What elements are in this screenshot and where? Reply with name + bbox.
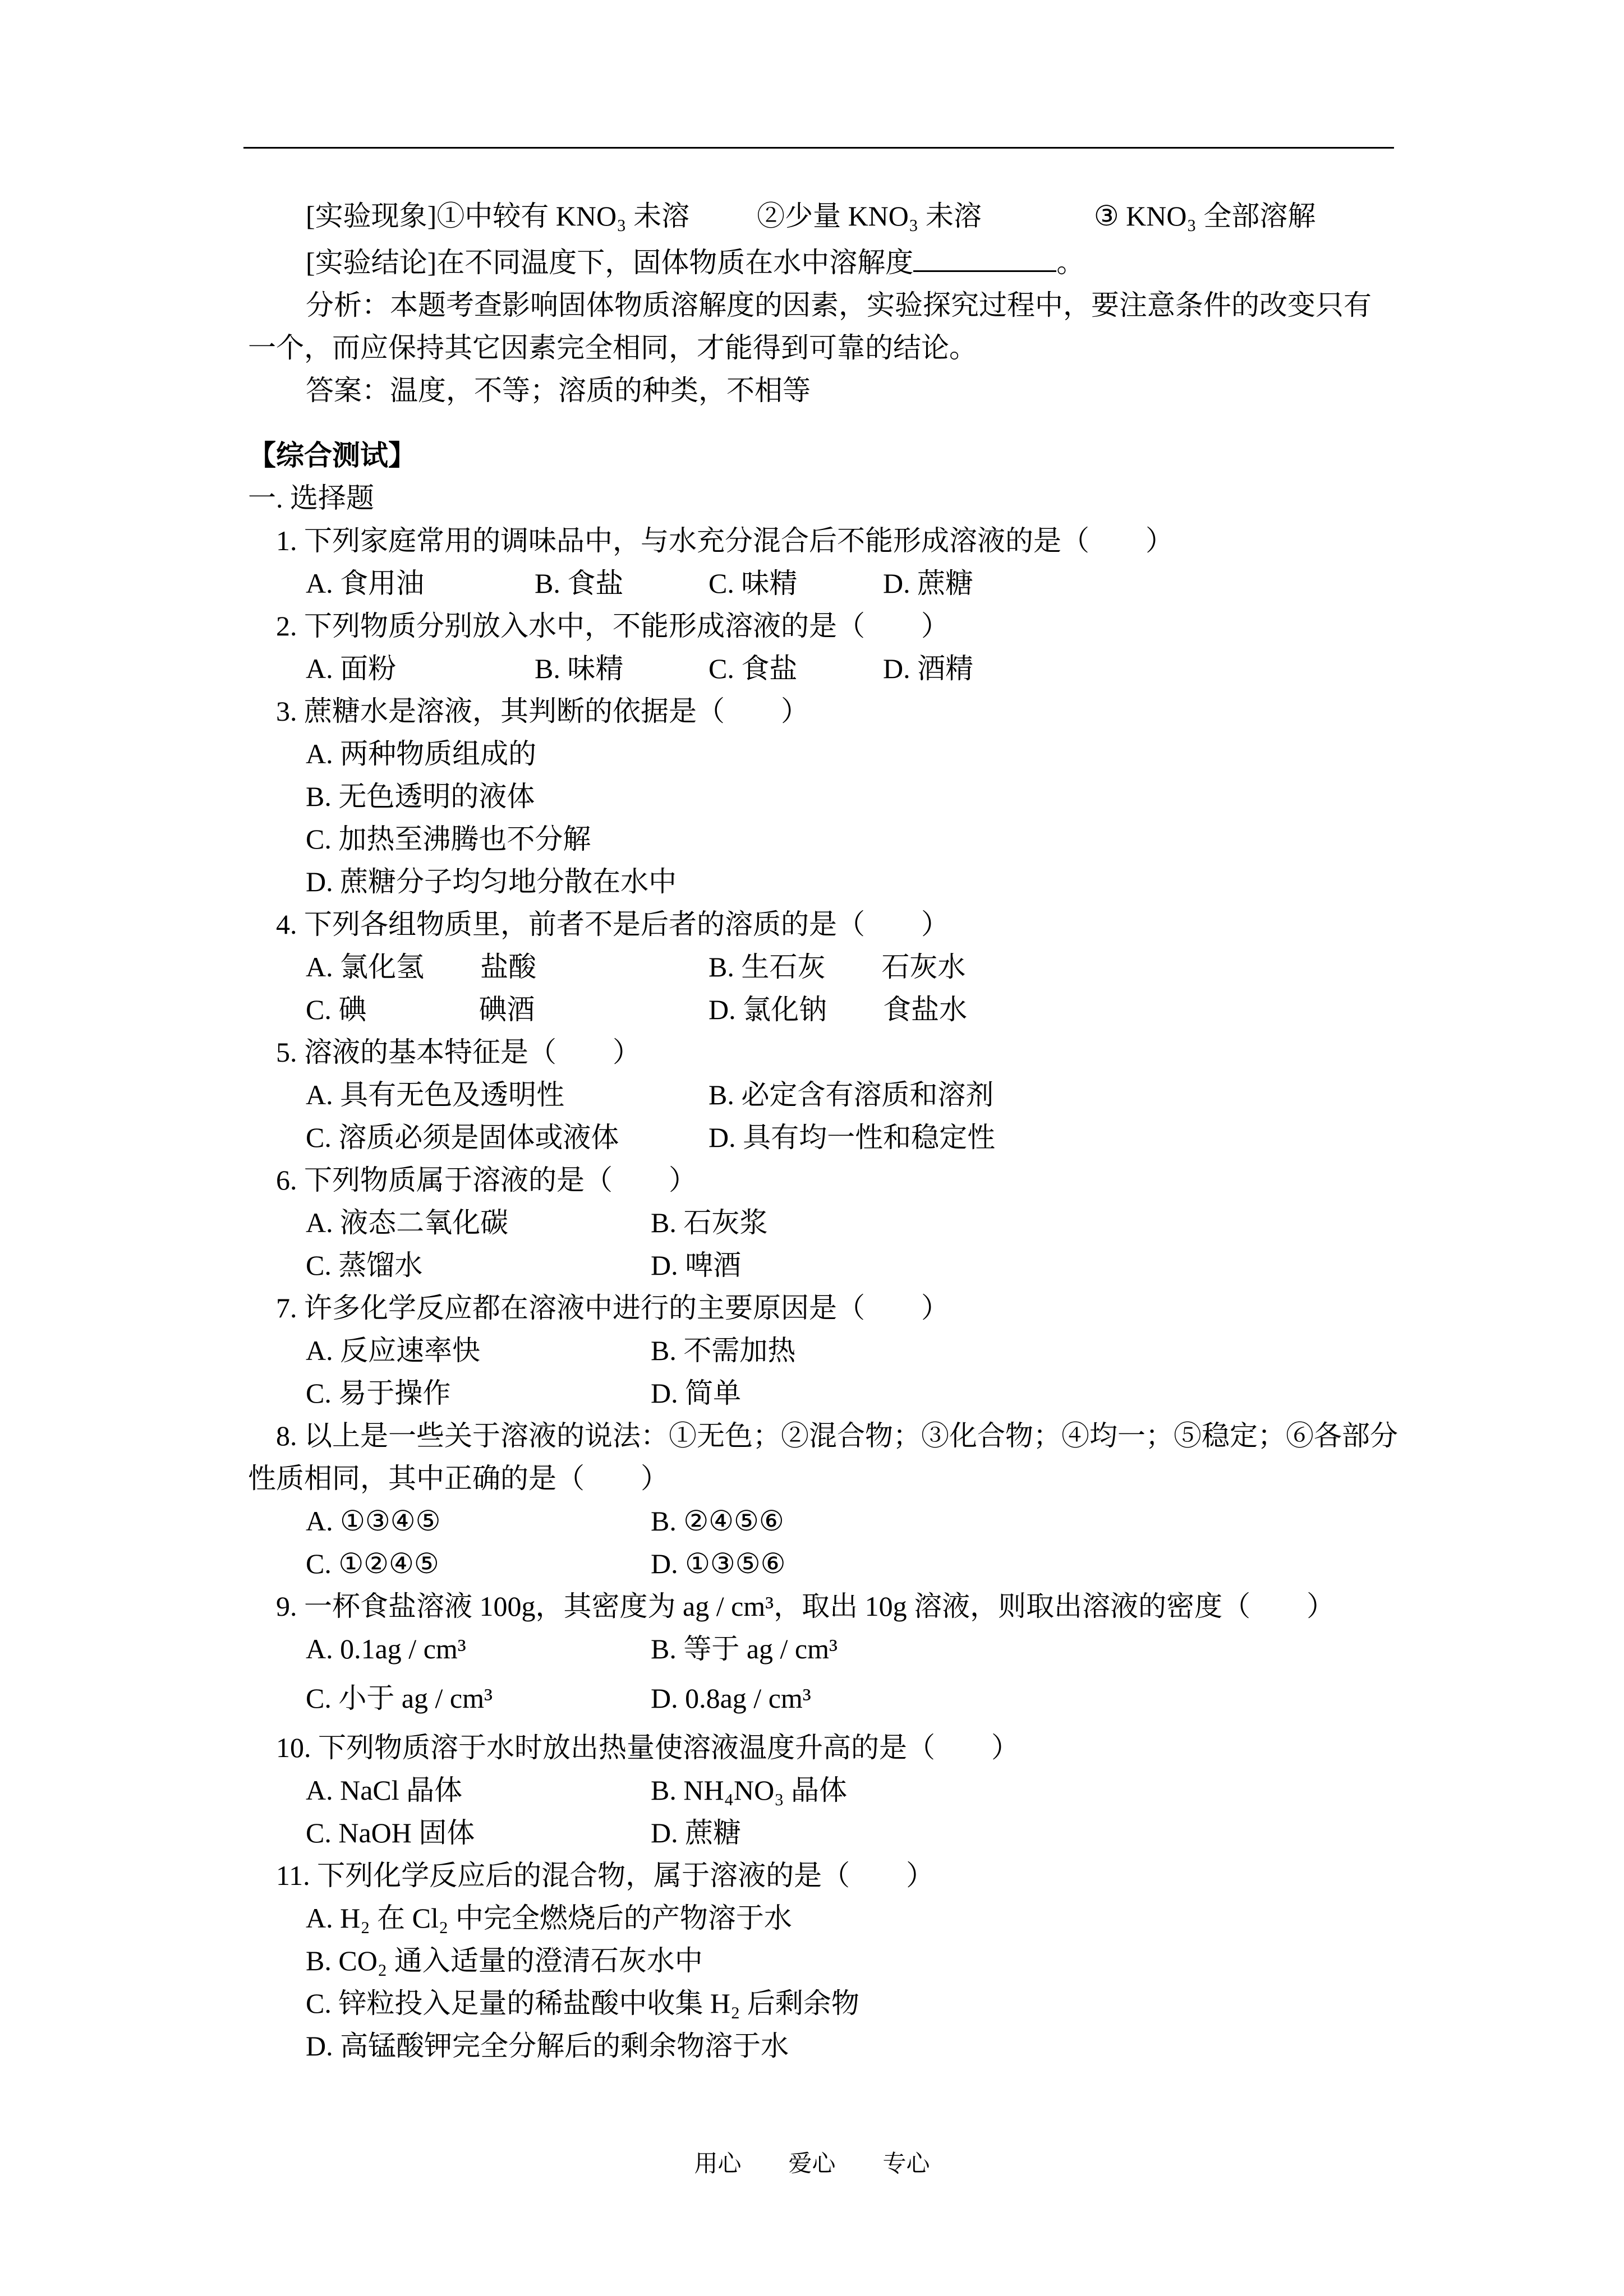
question-number: 6. xyxy=(276,1164,297,1196)
option-row xyxy=(248,1677,1398,1726)
phenomenon-3: ③ KNO₃ 全部溶解 xyxy=(1093,200,1316,232)
question-number: 1. xyxy=(276,525,297,556)
option-c[interactable]: C. 食盐 xyxy=(709,653,798,684)
option-row xyxy=(248,1811,1398,1854)
option-row xyxy=(248,1628,1398,1677)
question-stem xyxy=(248,1287,1398,1329)
option-c[interactable]: C. ①②④⑤ xyxy=(306,1548,439,1579)
option-row xyxy=(248,1329,1398,1372)
question-stem xyxy=(248,1414,1398,1500)
phenomenon-1: ①中较有 KNO₃ 未溶 xyxy=(436,200,690,232)
answer-text: 答案：温度，不等；溶质的种类，不相等 xyxy=(306,375,811,406)
question-number: 9. xyxy=(276,1590,297,1622)
option-row xyxy=(248,732,1398,775)
option-row xyxy=(248,775,1398,818)
question-text: 下列各组物质里，前者不是后者的溶质的是（ ） xyxy=(304,909,949,940)
option-row xyxy=(248,818,1398,860)
option-a[interactable]: A. 液态二氧化碳 xyxy=(306,1207,509,1238)
option-b[interactable]: B. 不需加热 xyxy=(651,1335,796,1366)
subsection-title: 一. 选择题 xyxy=(248,482,374,514)
conclusion-end: 。 xyxy=(1056,247,1085,278)
option-d[interactable]: D. 0.8ag / cm³ xyxy=(651,1682,811,1714)
option-c[interactable]: C. 小于 ag / cm³ xyxy=(306,1682,493,1714)
option-row xyxy=(248,1372,1398,1414)
option-row xyxy=(248,647,1398,690)
option-b[interactable]: B. 无色透明的液体 xyxy=(306,781,535,812)
option-c[interactable]: C. 溶质必须是固体或液体 xyxy=(306,1122,619,1153)
option-a[interactable]: A. 食用油 xyxy=(306,568,425,599)
option-row xyxy=(248,1542,1398,1585)
document-body xyxy=(248,191,1398,2067)
option-row xyxy=(248,2025,1398,2067)
option-d[interactable]: D. 酒精 xyxy=(883,653,974,684)
question-text: 下列物质溶于水时放出热量使溶液温度升高的是（ ） xyxy=(318,1732,1019,1763)
option-b[interactable]: B. 等于 ag / cm³ xyxy=(651,1633,838,1665)
option-row xyxy=(248,1073,1398,1116)
question-text: 下列物质属于溶液的是（ ） xyxy=(304,1164,697,1196)
option-c[interactable]: C. NaOH 固体 xyxy=(306,1817,475,1848)
experiment-conclusion xyxy=(248,241,1398,284)
option-a[interactable]: A. 氯化氢 盐酸 xyxy=(306,951,537,983)
question-stem xyxy=(248,519,1398,562)
option-d[interactable]: D. 氯化钠 食盐水 xyxy=(709,994,968,1025)
option-row xyxy=(248,946,1398,988)
option-a[interactable]: A. 0.1ag / cm³ xyxy=(306,1633,466,1665)
question-number: 3. xyxy=(276,695,297,727)
page-footer: 用心 爱心 专心 xyxy=(694,2151,930,2177)
option-d[interactable]: D. 蔗糖 xyxy=(883,568,974,599)
option-a[interactable]: A. 反应速率快 xyxy=(306,1335,481,1366)
option-a[interactable]: A. NaCl 晶体 xyxy=(306,1774,463,1806)
question-number: 11. xyxy=(276,1860,310,1891)
question-text: 下列家庭常用的调味品中，与水充分混合后不能形成溶液的是（ ） xyxy=(304,525,1174,556)
option-b[interactable]: B. 食盐 xyxy=(535,568,624,599)
header-rule xyxy=(243,147,1394,149)
question-number: 8. xyxy=(276,1420,297,1451)
option-b[interactable]: B. 味精 xyxy=(535,653,624,684)
question-stem xyxy=(248,1159,1398,1201)
option-b[interactable]: B. 石灰浆 xyxy=(651,1207,768,1238)
answer-blank xyxy=(913,242,1056,272)
option-row xyxy=(248,1500,1398,1542)
option-row xyxy=(248,1939,1398,1982)
question-stem xyxy=(248,1854,1398,1897)
question-stem xyxy=(248,1726,1398,1769)
question-stem xyxy=(248,1585,1398,1628)
question-text: 下列化学反应后的混合物，属于溶液的是（ ） xyxy=(317,1860,935,1891)
question-number: 10. xyxy=(276,1732,311,1763)
option-d[interactable]: D. 蔗糖分子均匀地分散在水中 xyxy=(306,866,677,897)
option-d[interactable]: D. 高锰酸钾完全分解后的剩余物溶于水 xyxy=(306,2030,789,2062)
option-a[interactable]: A. ①③④⑤ xyxy=(306,1505,441,1537)
option-row xyxy=(248,1769,1398,1811)
option-row xyxy=(248,1897,1398,1939)
option-a[interactable]: A. H₂ 在 Cl₂ 中完全燃烧后的产物溶于水 xyxy=(306,1902,792,1934)
option-c[interactable]: C. 碘 碘酒 xyxy=(306,994,535,1025)
question-number: 5. xyxy=(276,1036,297,1068)
question-number: 4. xyxy=(276,909,297,940)
question-text: 一杯食盐溶液 100g，其密度为 ag / cm³，取出 10g 溶液，则取出溶液的密度（ ） xyxy=(304,1590,1335,1622)
question-stem xyxy=(248,903,1398,946)
experiment-phenomena xyxy=(248,191,1398,241)
phenomena-label: [实验现象] xyxy=(306,200,437,232)
option-c[interactable]: C. 蒸馏水 xyxy=(306,1250,423,1281)
option-c[interactable]: C. 加热至沸腾也不分解 xyxy=(306,823,591,855)
question-text: 许多化学反应都在溶液中进行的主要原因是（ ） xyxy=(304,1292,949,1324)
section-title: 【综合测试】 xyxy=(248,440,416,471)
analysis-text: 分析：本题考查影响固体物质溶解度的因素，实验探究过程中，要注意条件的改变只有一个，而应保持其它因素完全相同，才能得到可靠的结论。 xyxy=(248,289,1372,363)
option-b[interactable]: B. 必定含有溶质和溶剂 xyxy=(709,1079,994,1110)
question-stem xyxy=(248,690,1398,732)
option-c[interactable]: C. 易于操作 xyxy=(306,1377,451,1409)
question-number: 2. xyxy=(276,610,297,642)
option-row xyxy=(248,860,1398,903)
option-b[interactable]: B. ②④⑤⑥ xyxy=(651,1505,784,1537)
option-row xyxy=(248,1116,1398,1159)
option-row xyxy=(248,1982,1398,2025)
question-stem xyxy=(248,1031,1398,1073)
question-stem xyxy=(248,605,1398,647)
question-list xyxy=(248,519,1398,2067)
option-d[interactable]: D. 啤酒 xyxy=(651,1250,742,1281)
question-text: 以上是一些关于溶液的说法：①无色；②混合物；③化合物；④均一；⑤稳定；⑥各部分性质相同，其中正确的是（ ） xyxy=(248,1420,1398,1494)
option-d[interactable]: D. 蔗糖 xyxy=(651,1817,742,1848)
option-a[interactable]: A. 面粉 xyxy=(306,653,397,684)
option-d[interactable]: D. 简单 xyxy=(651,1377,742,1409)
option-row xyxy=(248,562,1398,605)
option-row xyxy=(248,988,1398,1031)
question-number: 7. xyxy=(276,1292,297,1324)
option-b[interactable]: B. CO₂ 通入适量的澄清石灰水中 xyxy=(306,1945,703,1976)
option-row xyxy=(248,1244,1398,1287)
option-b[interactable]: B. 生石灰 石灰水 xyxy=(709,951,966,983)
option-b[interactable]: B. NH₄NO₃ 晶体 xyxy=(651,1774,848,1806)
conclusion-text: [实验结论]在不同温度下，固体物质在水中溶解度 xyxy=(306,247,914,278)
option-a[interactable]: A. 具有无色及透明性 xyxy=(306,1079,565,1110)
option-c[interactable]: C. 味精 xyxy=(709,568,798,599)
option-d[interactable]: D. 具有均一性和稳定性 xyxy=(709,1122,996,1153)
phenomenon-2: ②少量 KNO₃ 未溶 xyxy=(757,200,982,232)
option-row xyxy=(248,1201,1398,1244)
question-text: 下列物质分别放入水中，不能形成溶液的是（ ） xyxy=(304,610,949,642)
option-c[interactable]: C. 锌粒投入足量的稀盐酸中收集 H₂ 后剩余物 xyxy=(306,1988,859,2019)
question-text: 溶液的基本特征是（ ） xyxy=(304,1036,641,1068)
question-text: 蔗糖水是溶液，其判断的依据是（ ） xyxy=(304,695,809,727)
option-d[interactable]: D. ①③⑤⑥ xyxy=(651,1548,786,1579)
option-a[interactable]: A. 两种物质组成的 xyxy=(306,738,537,769)
